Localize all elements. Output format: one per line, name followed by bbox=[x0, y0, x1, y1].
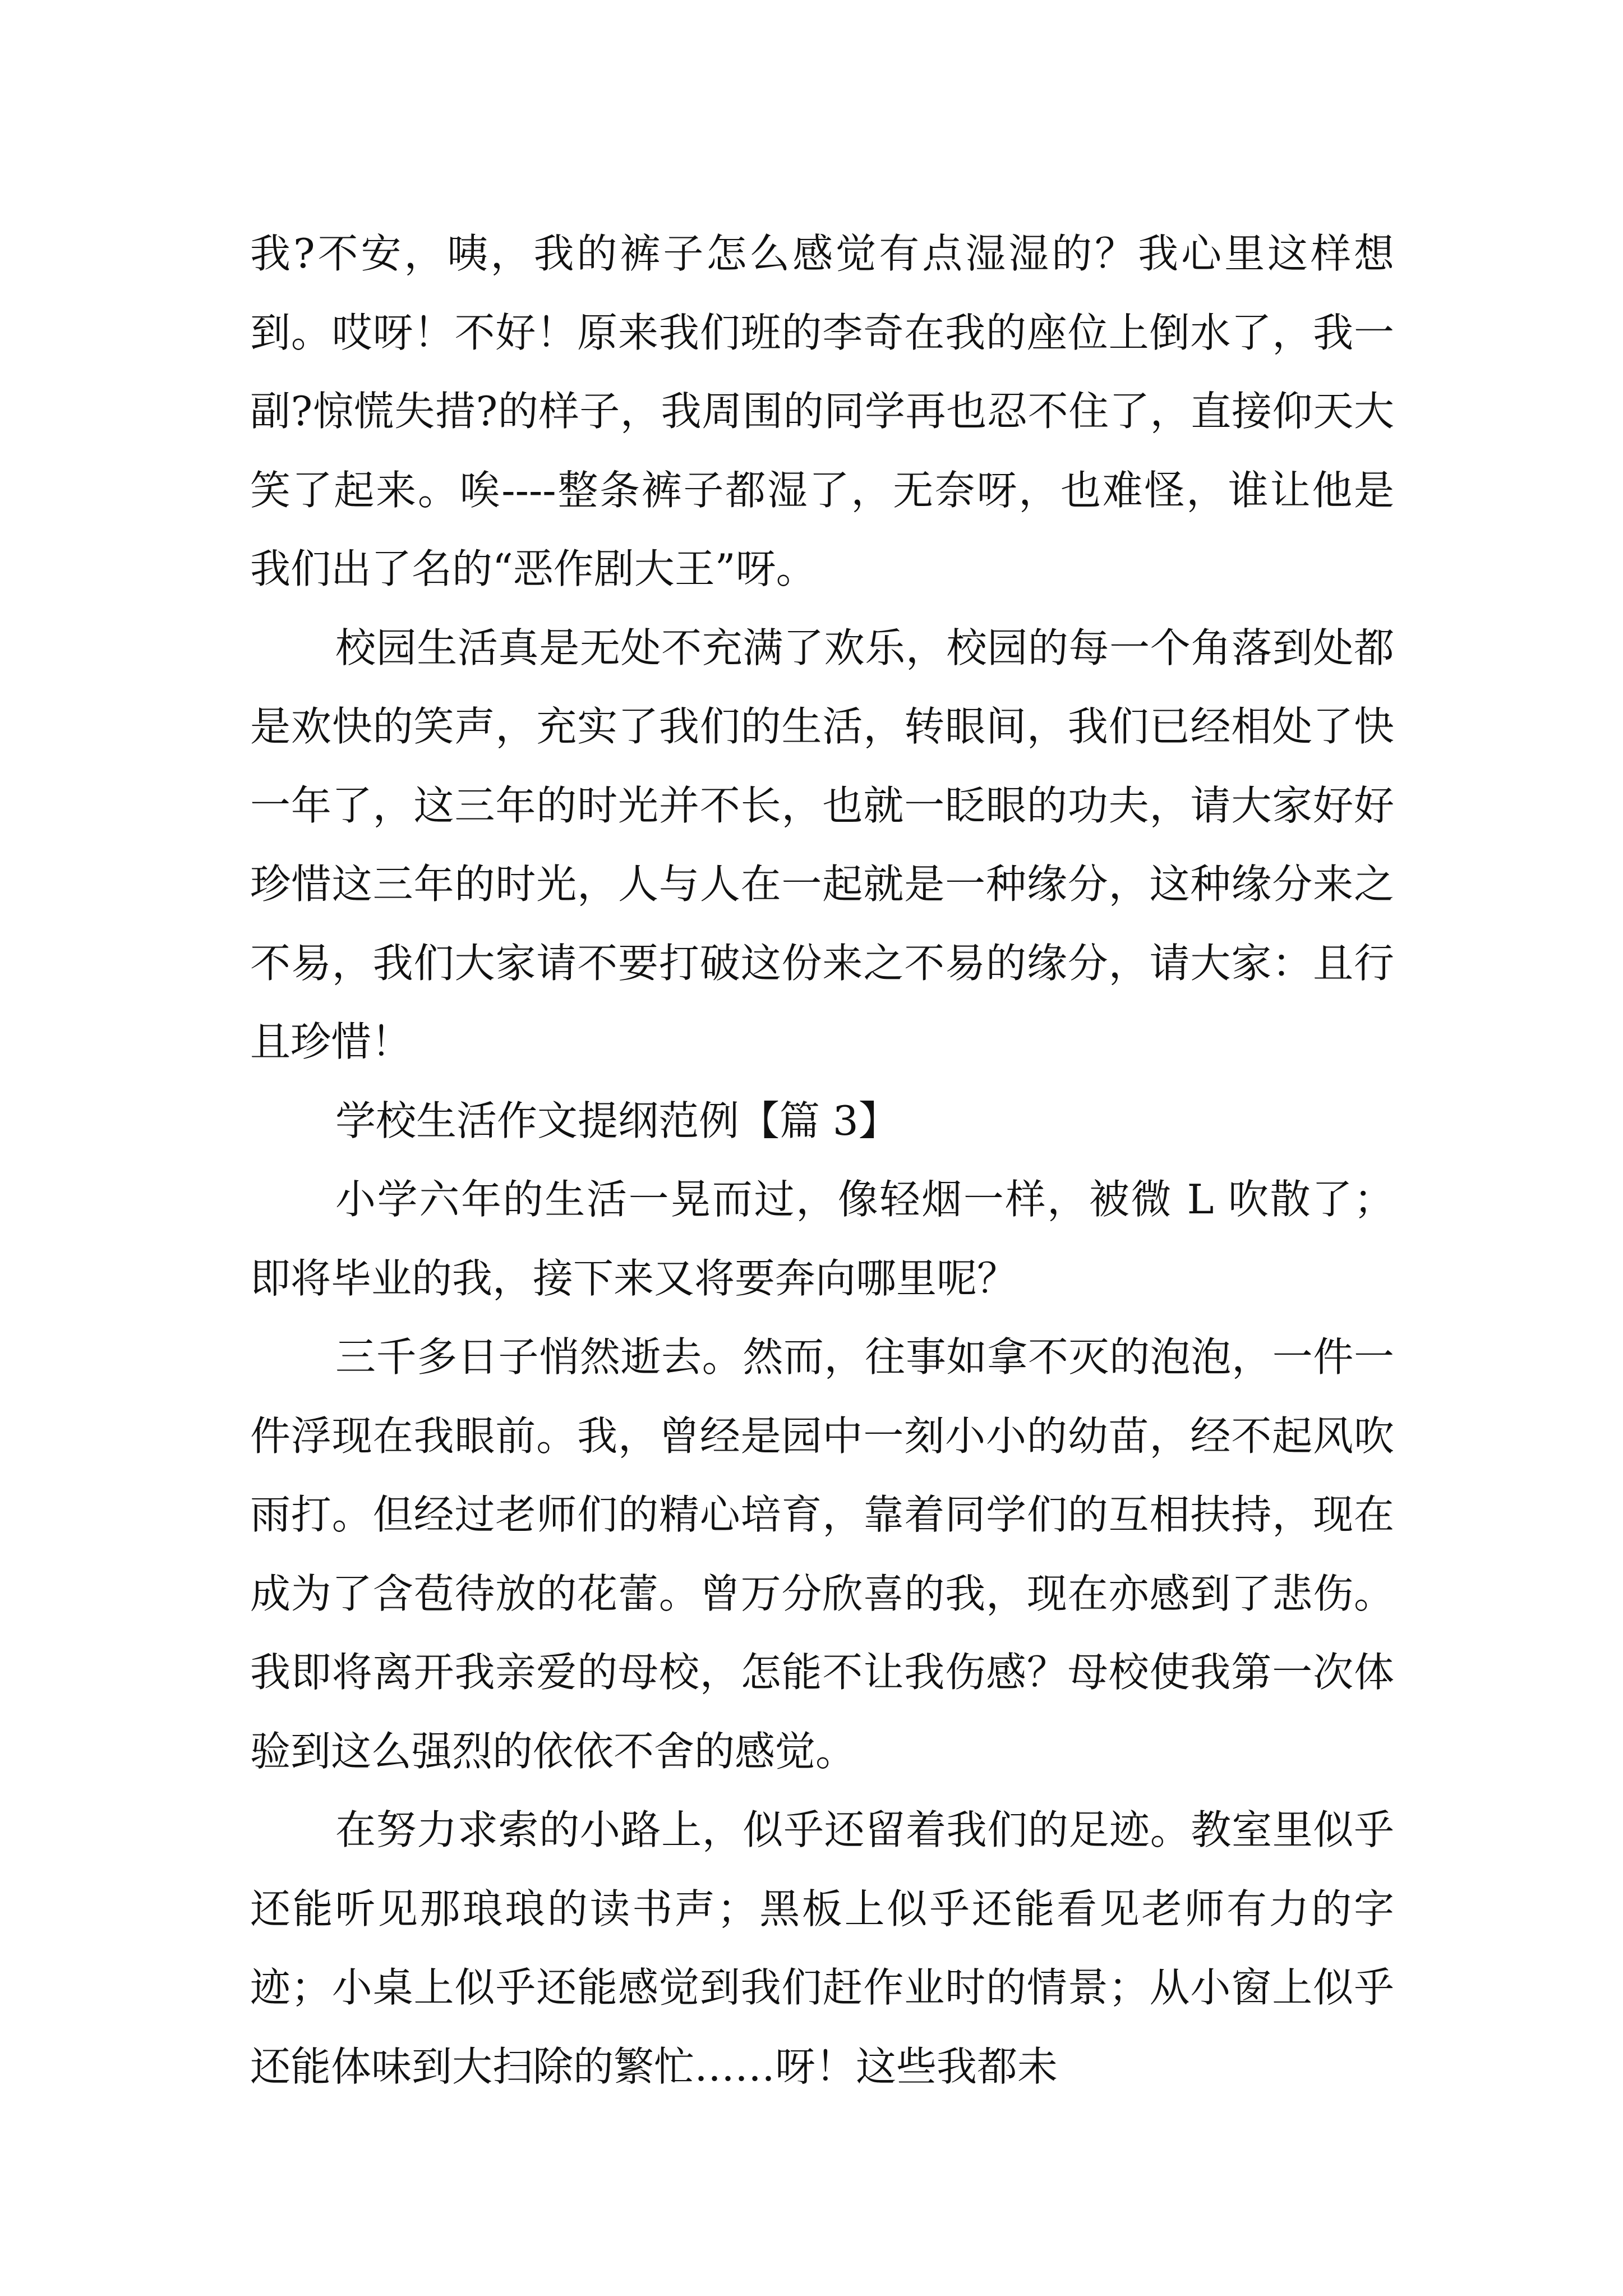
section-heading: 学校生活作文提纲范例【篇 3】 bbox=[335, 1097, 899, 1144]
paragraph-footprints: 在努力求索的小路上，似乎还留着我们的足迹。教室里似乎还能听见那琅琅的读书声；黑板上似乎还能看见老师有力的字迹；小桌上似乎还能感觉到我们赶作业时的情景；从小窗上似乎还能体味到大扫除的繁忙……呀！这些我都未 bbox=[250, 1806, 1394, 2090]
paragraph-campus-life: 校园生活真是无处不充满了欢乐，校园的每一个角落到处都是欢快的笑声，充实了我们的生活，转眼间，我们已经相处了快一年了，这三年的时光并不长，也就一眨眼的功夫，请大家好好珍惜这三年的时光，人与人在一起就是一种缘分，这种缘分来之不易，我们大家请不要打破这份来之不易的缘分，请大家：且行且珍惜！ bbox=[250, 624, 1394, 1065]
paragraph-memories: 三千多日子悄然逝去。然而，往事如拿不灭的泡泡，一件一件浮现在我眼前。我，曾经是园中一刻小小的幼苗，经不起风吹雨打。但经过老师们的精心培育，靠着同学们的互相扶持，现在成为了含苞待放的花蕾。曾万分欣喜的我，现在亦感到了悲伤。我即将离开我亲爱的母校，怎能不让我伤感？母校使我第一次体验到这么强烈的依依不舍的感觉。 bbox=[250, 1333, 1394, 1775]
paragraph-six-years: 小学六年的生活一晃而过，像轻烟一样，被微 L 吹散了；即将毕业的我，接下来又将要奔向哪里呢？ bbox=[250, 1176, 1394, 1302]
document-body bbox=[250, 214, 1394, 2106]
paragraph-continuation: 我?不安，咦，我的裤子怎么感觉有点湿湿的？我心里这样想到。哎呀！不好！原来我们班的李奇在我的座位上倒水了，我一副?惊慌失措?的样子，我周围的同学再也忍不住了，直接仰天大笑了起来。唉----整条裤子都湿了，无奈呀，也难怪，谁让他是我们出了名的“恶作剧大王”呀。 bbox=[250, 230, 1394, 592]
